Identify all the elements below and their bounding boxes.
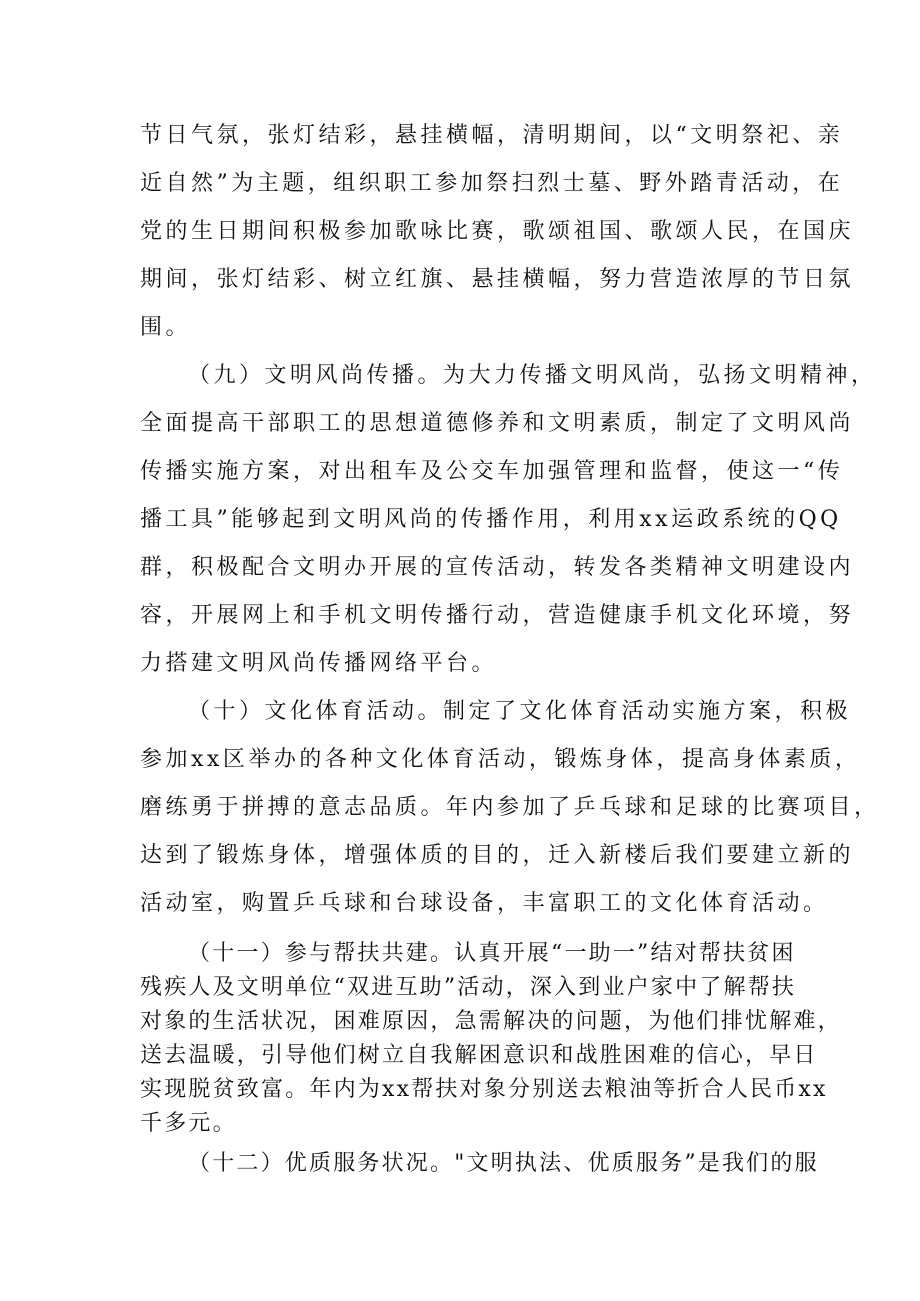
text-line: 近自然”为主题，组织职工参加祭扫烈士墓、野外踏青活动，在 [140,171,844,196]
text-line: 全面提高干部职工的思想道德修养和文明素质，制定了文明风尚 [140,411,855,436]
text-line: 实现脱贫致富。年内为xx帮扶对象分别送去粮油等折合人民币xx [140,1077,828,1102]
text-line: 对象的生活状况，困难原因，急需解决的问题，为他们排忧解难， [140,1009,842,1034]
text-line: 节日气氛，张灯结彩，悬挂横幅，清明期间，以“文明祭祀、亲 [140,123,844,148]
text-line: 残疾人及文明单位“双进互助”活动，深入到业户家中了解帮扶 [140,975,797,1000]
text-line: 千多元。 [140,1111,237,1136]
text-line: 参加xx区举办的各种文化体育活动，锻炼身体，提高身体素质， [140,747,861,772]
text-line: 容，开展网上和手机文明传播行动，营造健康手机文化环境，努 [140,603,855,628]
text-line: 播工具”能够起到文明风尚的传播作用，利用xx运政系统的QQ [140,507,842,532]
text-line: 党的生日期间积极参加歌咏比赛，歌颂祖国、歌颂人民，在国庆 [140,219,855,244]
section-heading-line: （九）文明风尚传播。为大力传播文明风尚，弘扬文明精神， [188,363,877,388]
text-line: 群，积极配合文明办开展的宣传活动，转发各类精神文明建设内 [140,555,855,580]
section-heading-line: （十二）优质服务状况。"文明执法、优质服务”是我们的服 [188,1151,819,1176]
text-line: 送去温暖，引导他们树立自我解困意识和战胜困难的信心，早日 [140,1043,818,1068]
text-line: 达到了锻炼身体，增强体质的目的，迁入新楼后我们要建立新的 [140,843,855,868]
section-heading-line: （十一）参与帮扶共建。认真开展“一助一”结对帮扶贫困 [188,941,796,966]
section-heading-line: （十）文化体育活动。制定了文化体育活动实施方案，积极 [188,699,852,724]
text-line: 力搭建文明风尚传播网络平台。 [140,651,498,676]
text-line: 围。 [140,315,192,340]
text-line: 活动室，购置乒乓球和台球设备，丰富职工的文化体育活动。 [140,891,829,916]
text-line: 磨练勇于拼搏的意志品质。年内参加了乒乓球和足球的比赛项目， [140,795,880,820]
text-line: 期间，张灯结彩、树立红旗、悬挂横幅，努力营造浓厚的节日氛 [140,267,855,292]
text-line: 传播实施方案，对出租车及公交车加强管理和监督，使这一“传 [140,459,844,484]
